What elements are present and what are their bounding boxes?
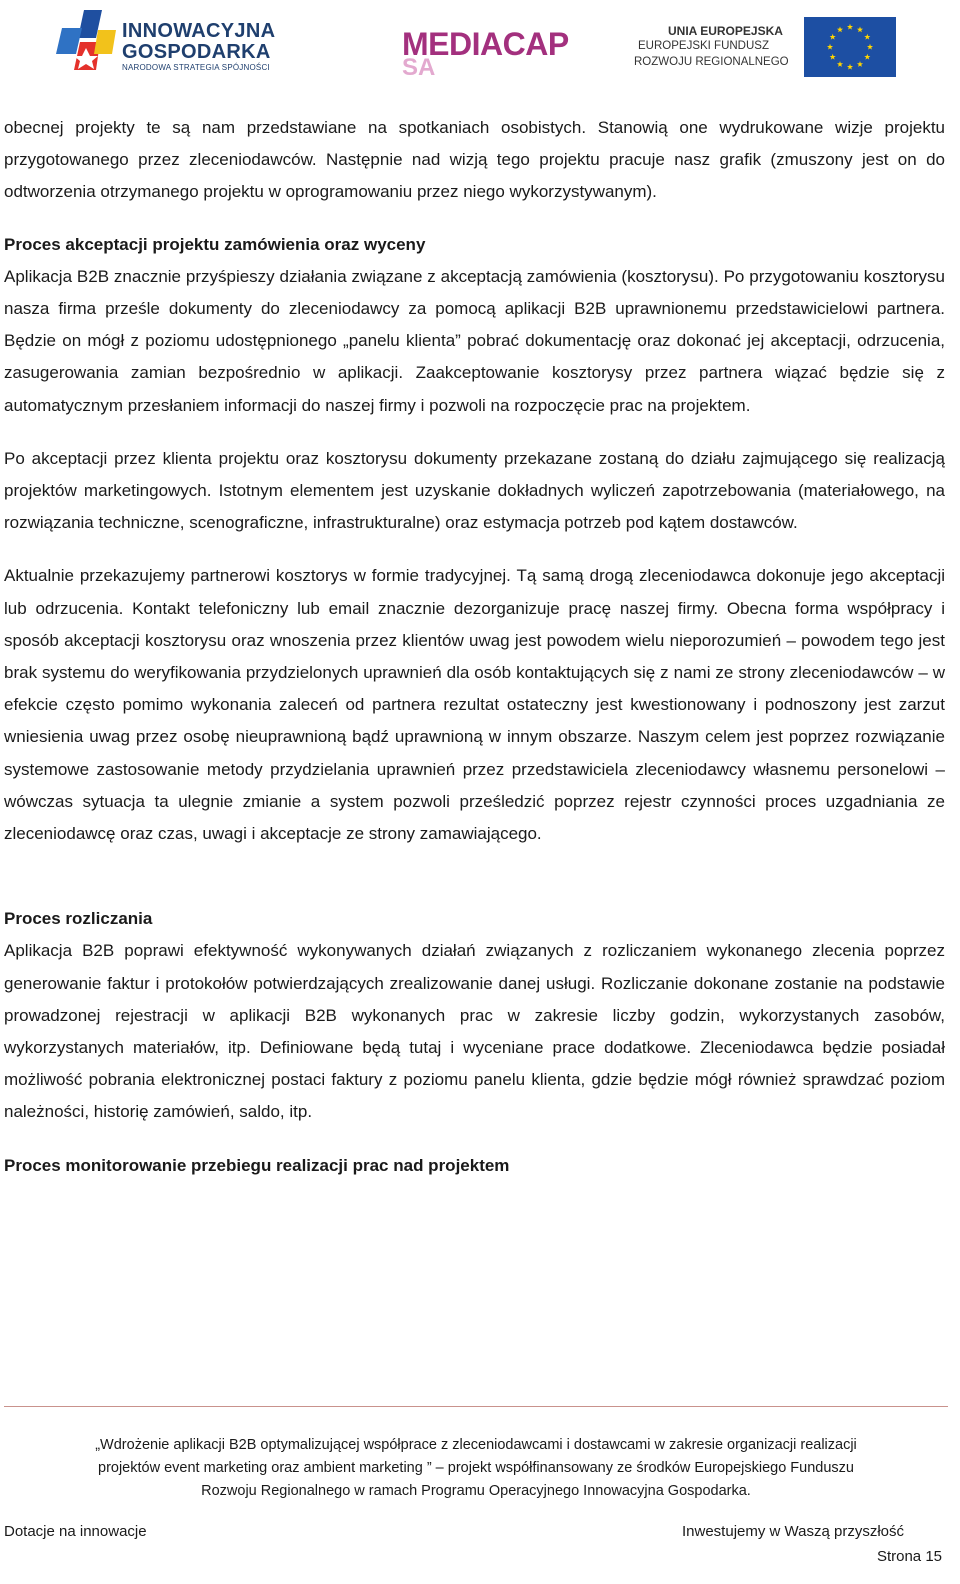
acceptance-paragraph-2: Po akceptacji przez klienta projektu oraz kosztorysu dokumenty przekazane zostaną do działu zajmującego się realizacją projektów marketingowych. Istotnym elementem jest uzyskanie dokładnych wyliczeń zapotrzebowania (materiałowego, na rozwiązania techniczne, scenograficzne, infrastrukturalne) oraz estymacja potrzeb pod kątem dostawców. xyxy=(4,448,945,533)
eu-regional-fund-logo xyxy=(634,14,904,80)
footer-right-slogan: Inwestujemy w Waszą przyszłość xyxy=(682,1523,904,1540)
ig-logo-line2: GOSPODARKA xyxy=(122,41,271,63)
acceptance-paragraph-1: Aplikacja B2B znacznie przyśpieszy działania związane z akceptacją zamówienia (kosztorysu). Po przygotowaniu kosztorysu nasza firma prześle dokumenty do zleceniodawcy za pomocą aplikacji B2B uprawnionemu przedstawicielowi partnera. Będzie on mógł z poziomu udostępnionego „panelu klienta” pobrać dokumentację oraz dokonać jej akceptacji, odrzucenia, zasugerowania zamian bezpośrednio w aplikacji. Zaakceptowanie kosztorysy przez partnera wiązać będzie się z automatycznym przesłaniem informacji do naszej firmy i pozwoli na rozpoczęcie prac na projektem. xyxy=(4,266,945,415)
ig-logo-line3: NARODOWA STRATEGIA SPÓJNOŚCI xyxy=(122,63,270,72)
acceptance-paragraph-3: Aktualnie przekazujemy partnerowi kosztorys w formie tradycyjnej. Tą samą drogą zleceniodawca dokonuje jego akceptacji lub odrzucenia. Kontakt telefoniczny lub email znacznie dezorganizuje pracę naszej firmy. Obecna forma współpracy i sposób akceptacji kosztorysu oraz wnoszenia przez klientów uwag jest powodem wielu nieporozumień – powodem tego jest brak systemu do weryfikowania przydzielonych uprawnień dla osób kontaktujących się z nami ze strony zleceniodawców – w efekcie często pomimo wykonania zaleceń od partnera rezultat ostateczny jest kwestionowany i podnoszony jest zarzut wniesienia uwag przez osobę nieuprawnioną bądź uprawnioną w innym obszarze. Naszym celem jest poprzez rozwiązanie systemowe zastosowanie metody przydzielania uprawnień przez przedstawiciela zleceniodawcy własnemu personelowi – wówczas sytuacja ta ulegnie zmianie a system pozwoli prześledzić poprzez rejestr czynności proces uzgadniania ze zleceniodawcę oraz czas, uwagi i akceptacje ze strony zamawiającego. xyxy=(4,566,945,844)
eu-flag-icon xyxy=(804,17,896,77)
footer-divider xyxy=(4,1406,948,1407)
page-number: Strona 15 xyxy=(876,1548,942,1565)
eu-logo-line1: UNIA EUROPEJSKA xyxy=(668,24,783,38)
eu-logo-line2: EUROPEJSKI FUNDUSZ xyxy=(638,40,769,52)
footer-project-note xyxy=(4,1434,948,1503)
footer-note-line3: Rozwoju Regionalnego w ramach Programu Operacyjnego Innowacyjna Gospodarka. xyxy=(201,1483,751,1499)
footer-note-line1: „Wdrożenie aplikacji B2B optymalizującej współprace z zleceniodawcami i dostawcami w zakresie organizacji realizacji xyxy=(95,1437,857,1453)
mediacap-logo-name: MEDIACAP xyxy=(402,26,569,62)
footer-left-slogan: Dotacje na innowacje xyxy=(4,1523,147,1540)
eu-logo-line3: ROZWOJU REGIONALNEGO xyxy=(634,56,789,68)
mediacap-logo-suffix: SA xyxy=(402,54,436,81)
intro-paragraph: obecnej projekty te są nam przedstawiane na spotkaniach osobistych. Stanowią one wydrukowane wizje projektu przygotowanego przez zleceniodawców. Następnie nad wizją tego projektu pracuje nasz grafik (zmuszony jest on do odtworzenia otrzymanego projektu w oprogramowaniu przez niego wykorzystywanym). xyxy=(4,118,945,202)
ig-logo-line1: INNOWACYJNA xyxy=(122,20,276,42)
settlement-paragraph: Aplikacja B2B poprawi efektywność wykonywanych działań związanych z rozliczaniem wykonanego zlecenia poprzez generowanie faktur i protokołów potwierdzających zrealizowanie danej usługi. Rozliczanie dokonane zostanie na podstawie prowadzonej rejestracji w aplikacji B2B wykonanych prac w zakresie liczby godzin, wykorzystanych zasobów, wykorzystanych materiałów, itp. Definiowane będą tutaj i wyceniane prace dodatkowe. Zleceniodawca będzie posiadał możliwość pobrania elektronicznej postaci faktury z poziomu panelu klienta, gdzie będzie mógł również sprawdzać poziom należności, historię zamówień, saldo, itp. xyxy=(4,941,945,1122)
innowacyjna-gospodarka-emblem-icon xyxy=(56,8,118,74)
innowacyjna-gospodarka-logo xyxy=(56,8,306,74)
footer-note-line2: projektów event marketing oraz ambient marketing ” – projekt współfinansowany ze środków Europejskiego Funduszu xyxy=(98,1460,854,1476)
section-heading-settlement: Proces rozliczania xyxy=(4,909,153,929)
document-body xyxy=(4,112,945,1182)
section-heading-monitoring: Proces monitorowanie przebiegu realizacji prac nad projektem xyxy=(4,1155,510,1175)
section-heading-acceptance: Proces akceptacji projektu zamówienia oraz wyceny xyxy=(4,234,426,254)
page-header xyxy=(0,0,960,90)
mediacap-logo xyxy=(402,26,572,82)
